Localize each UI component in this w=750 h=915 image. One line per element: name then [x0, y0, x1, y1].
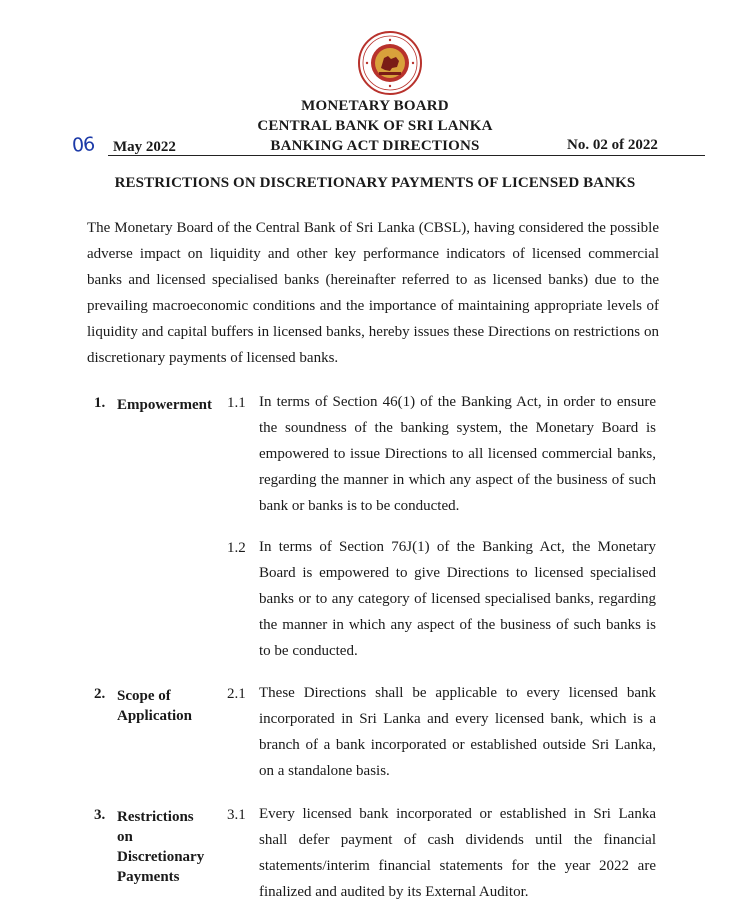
issuer-board: MONETARY BOARD	[301, 98, 449, 114]
clause-2-1-number: 2.1	[227, 686, 246, 702]
clause-1-1-text: In terms of Section 46(1) of the Banking Act, in order to ensure the soundness of the banking system, the Monetary Board is empowered to issue Directions to all licensed commercial banks, regarding the manner in which any aspect of the business of such bank or banks is to be conducted.	[259, 394, 656, 514]
section-2-title-line: Scope of	[117, 688, 171, 704]
clause-2-1-text: These Directions shall be applicable to every licensed bank incorporated in Sri Lanka and every licensed bank, which is a branch of a bank incorporated or established outside Sri Lanka, on a standalone basis.	[259, 685, 656, 779]
issue-month-year: May 2022	[113, 139, 176, 155]
clause-3-1-text: Every licensed bank incorporated or established in Sri Lanka shall defer payment of cash dividends until the financial statements/interim financial statements for the year 2022 are finalized and audited by its External Auditor.	[259, 806, 656, 900]
clause-1-1-number: 1.1	[227, 395, 246, 411]
intro-paragraph: The Monetary Board of the Central Bank of Sri Lanka (CBSL), having considered the possible adverse impact on liquidity and other key performance indicators of licensed commercial banks and licensed specialised banks (hereinafter referred to as licensed banks) due to the prevailing macroeconomic conditions and the importance of maintaining appropriate levels of liquidity and capital buffers in licensed banks, hereby issues these Directions on restrictions on discretionary payments of licensed banks.	[87, 220, 659, 366]
direction-number: No. 02 of 2022	[567, 137, 658, 153]
section-3-title	[117, 807, 204, 887]
section-3-title-line: Payments	[117, 869, 180, 885]
section-1-title: Empowerment	[117, 397, 212, 413]
section-1-number: 1.	[94, 395, 106, 411]
section-2-number: 2.	[94, 686, 106, 702]
section-3-title-line: Restrictions	[117, 809, 194, 825]
document-title: RESTRICTIONS ON DISCRETIONARY PAYMENTS OF LICENSED BANKS	[114, 175, 636, 191]
direction-series: BANKING ACT DIRECTIONS	[270, 138, 480, 154]
clause-1-2-text: In terms of Section 76J(1) of the Banking Act, the Monetary Board is empowered to give Directions to licensed specialised banks or to any category of licensed specialised banks, regarding the manner in which any aspect of the business of such banks is to be conducted.	[259, 539, 656, 659]
handwritten-day: 06	[71, 133, 95, 157]
cbsl-seal-emblem	[357, 30, 423, 96]
section-2-title-line: Application	[117, 708, 193, 724]
header-rule	[108, 155, 705, 156]
clause-3-1-number: 3.1	[227, 807, 246, 823]
section-3-number: 3.	[94, 807, 106, 823]
section-3-title-line: on	[117, 829, 133, 845]
section-2-title	[117, 686, 192, 726]
clause-1-2-number: 1.2	[227, 540, 246, 556]
section-3-title-line: Discretionary	[117, 849, 205, 865]
issuer-bank: CENTRAL BANK OF SRI LANKA	[257, 118, 493, 134]
